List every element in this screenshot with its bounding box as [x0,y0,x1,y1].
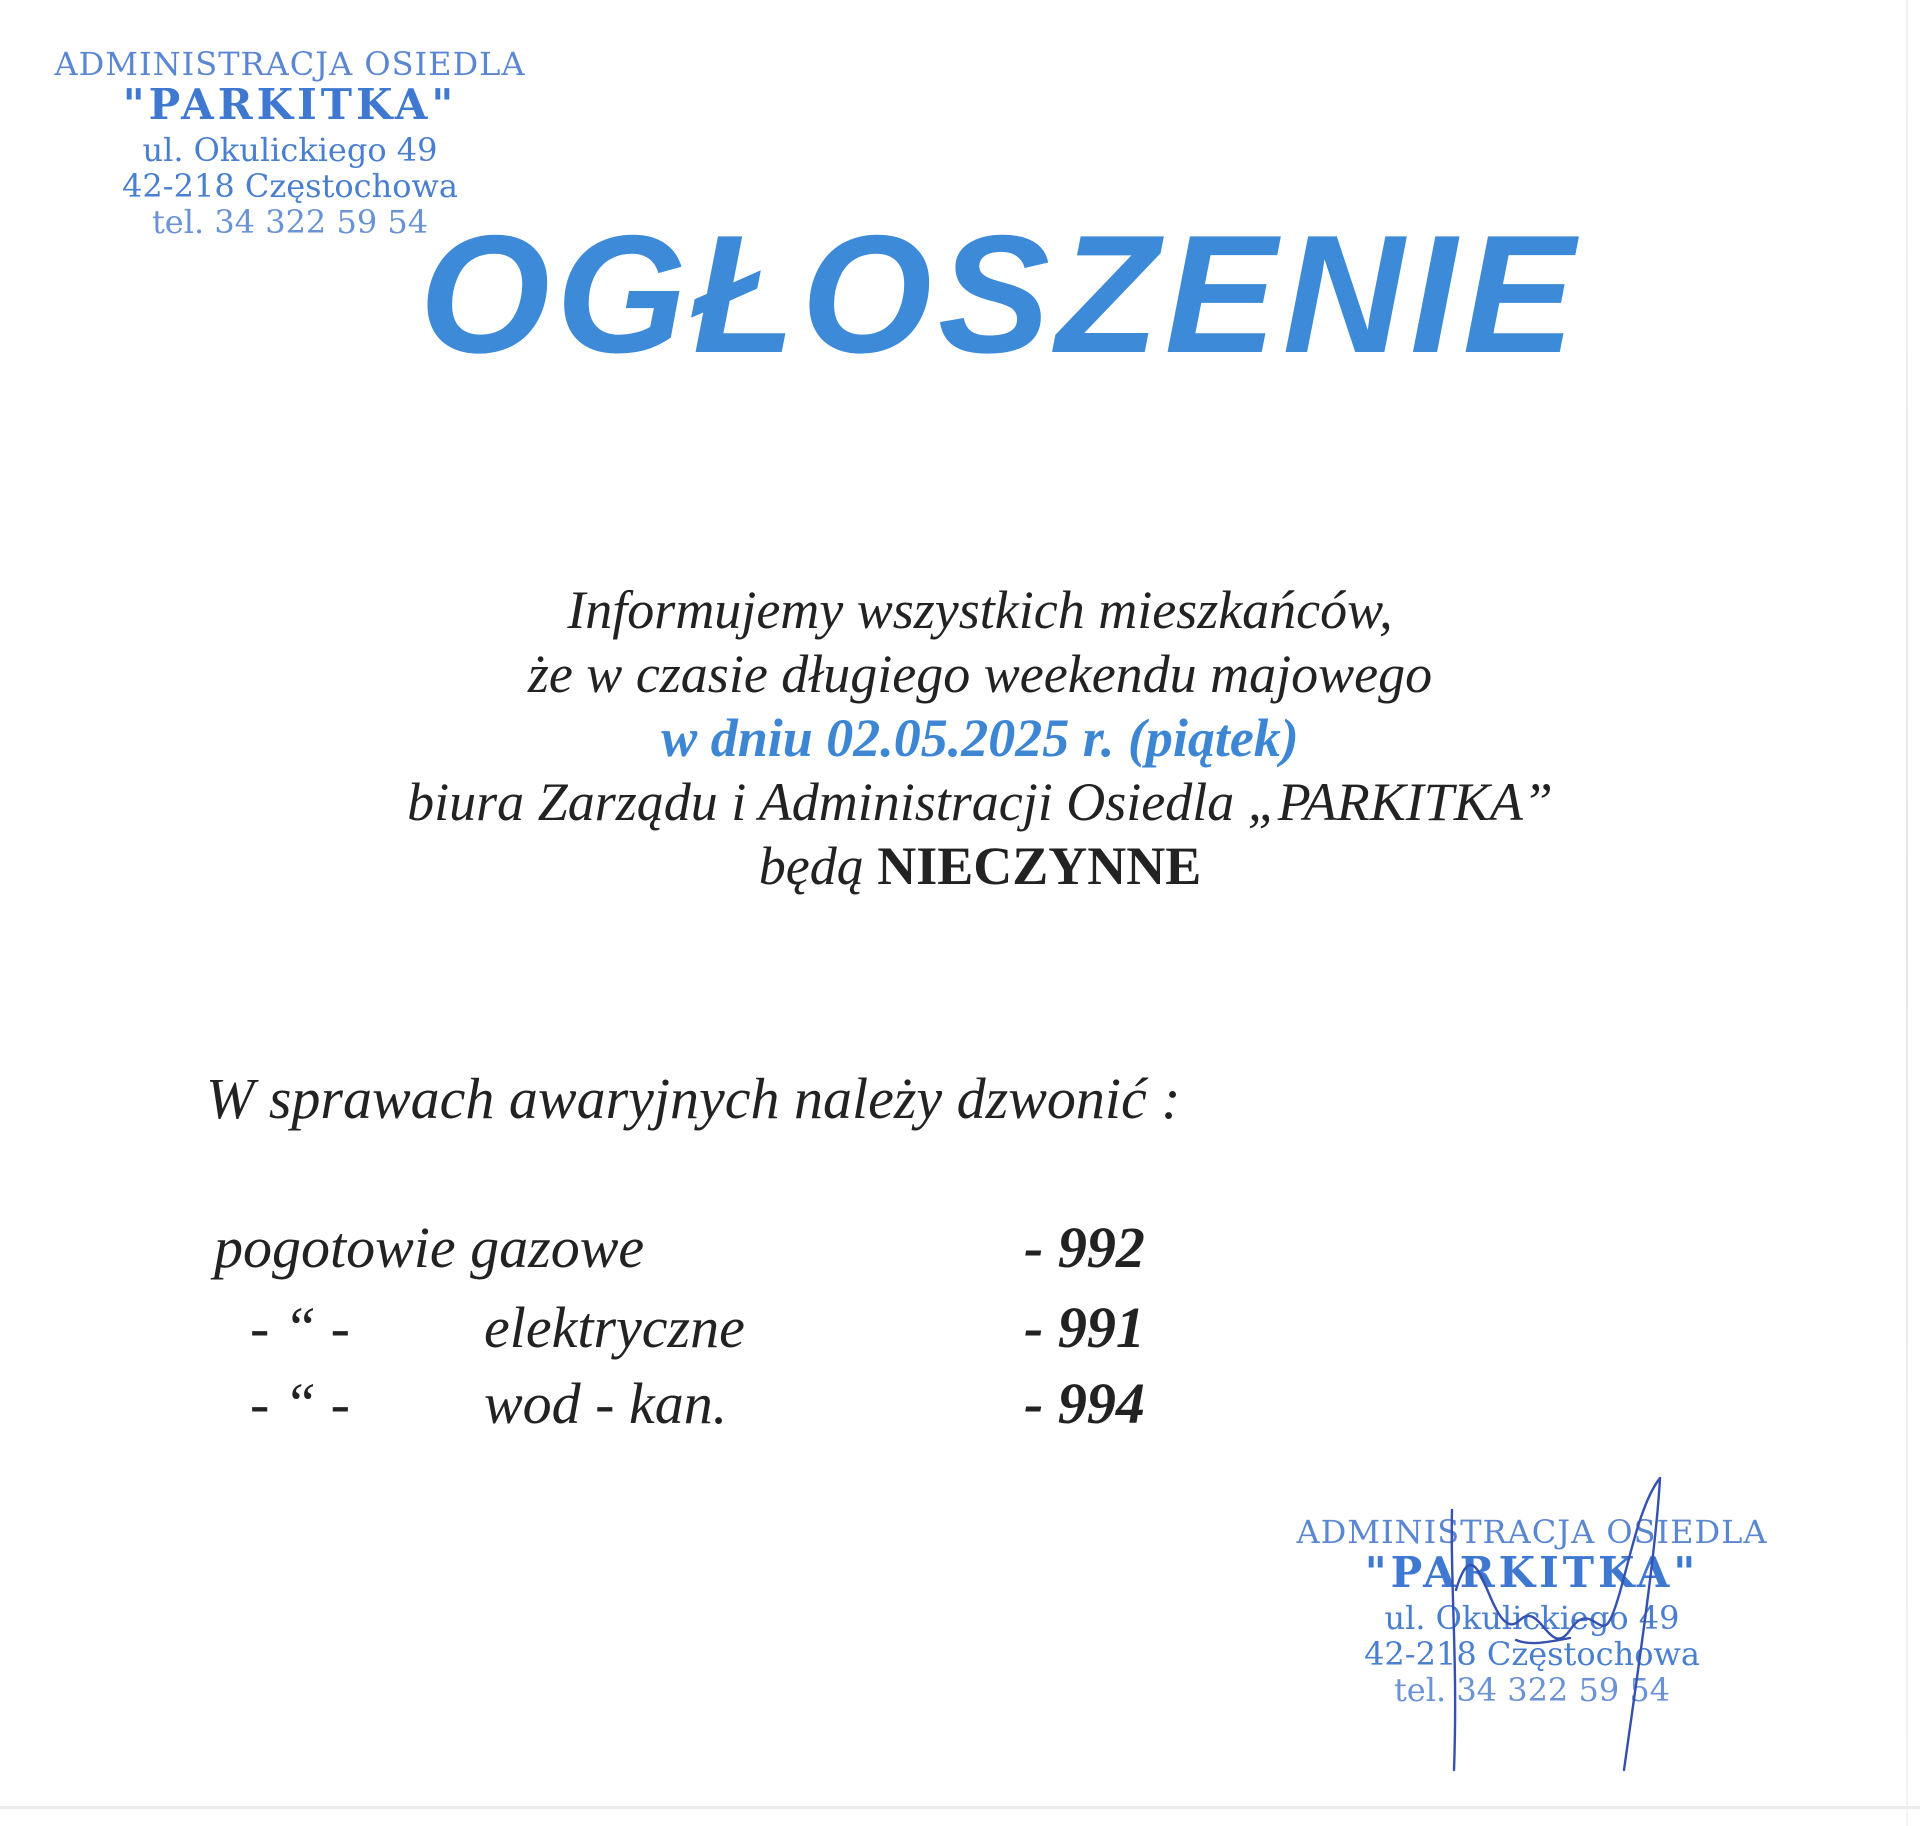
stamp-line-2: "PARKITKA" [122,80,458,129]
emergency-heading: W sprawach awaryjnych należy dzwonić : [206,1066,1181,1131]
service-number: - 992 [1024,1215,1145,1280]
stamp-city: 42-218 Częstochowa [1364,1635,1700,1673]
closed-notice: NIECZYNNE [877,836,1202,896]
stamp-line-2: "PARKITKA" [1364,1548,1700,1597]
announcement-title: OGŁOSZENIE [419,200,1581,388]
body-line-5-prefix: będą [758,836,864,896]
ditto-mark: - “ - [250,1295,350,1360]
scan-edge [1906,0,1908,1826]
stamp-phone: tel. 34 322 59 54 [1393,1671,1671,1709]
stamp-phone: tel. 34 322 59 54 [151,203,429,241]
service-number: - 991 [1024,1295,1145,1360]
stamp-city: 42-218 Częstochowa [122,167,458,205]
body-line-4: biura Zarządu i Administracji Osiedla „PARKITKA” [407,772,1553,832]
stamp-address: ul. Okulickiego 49 [142,131,438,169]
service-label: wod - kan. [484,1371,728,1436]
emergency-row-gas [0,1210,1920,1286]
announcement-body [250,578,1710,898]
emergency-row-electric [0,1290,1920,1366]
handwritten-signature [1420,1470,1680,1790]
stamp-address: ul. Okulickiego 49 [1384,1599,1680,1637]
service-label: pogotowie gazowe [214,1215,645,1280]
body-line-5 [250,834,1710,898]
closure-date: w dniu 02.05.2025 r. (piątek) [661,708,1299,768]
service-number: - 994 [1024,1371,1145,1436]
service-label: elektryczne [484,1295,745,1360]
emergency-row-water [0,1366,1920,1442]
stamp-line-1: ADMINISTRACJA OSIEDLA [54,45,526,83]
scan-edge [0,1806,1920,1809]
body-line-1: Informujemy wszystkich mieszkańców, [567,580,1393,640]
ditto-mark: - “ - [250,1371,350,1436]
stamp-line-1: ADMINISTRACJA OSIEDLA [1296,1513,1768,1551]
body-line-2: że w czasie długiego weekendu majowego [527,644,1433,704]
